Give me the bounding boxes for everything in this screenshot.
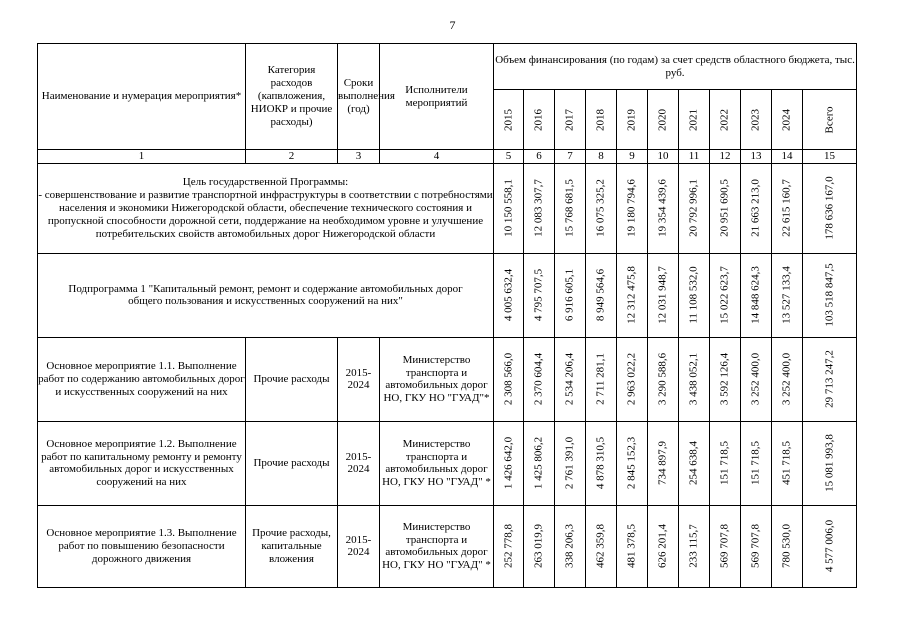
column-number: 14 — [772, 150, 803, 164]
column-number: 9 — [617, 150, 648, 164]
funding-value: 254 638,4 — [687, 441, 700, 486]
activity-period: 2015-2024 — [338, 505, 380, 587]
column-number: 1 — [38, 150, 246, 164]
funding-value: 22 615 160,7 — [780, 179, 793, 238]
funding-value: 19 354 439,6 — [656, 179, 669, 238]
year-header: 2022 — [718, 108, 731, 131]
funding-value: 2 963 022,2 — [625, 353, 638, 406]
goal-text: Цель государственной Программы: - совершенствование и развитие транспортной инфраструктуры в соответствии с потребностями населения и экономики Нижегородской области, обеспечение технического состояния и пропускной способности дорожной сети, поддержание на необходимом уровне и улучшение потребительских свойств автомобильных дорог Нижегородской области — [38, 163, 494, 253]
funding-value: 2 534 206,4 — [563, 353, 576, 406]
activity-executor: Министерство транспорта и автомобильных дорог НО, ГКУ НО "ГУАД"* — [380, 337, 494, 421]
column-number: 10 — [648, 150, 679, 164]
table-row — [38, 421, 857, 505]
budget-table — [37, 43, 857, 588]
year-header: 2016 — [532, 108, 545, 131]
year-header: 2023 — [749, 108, 762, 131]
funding-value: 16 075 325,2 — [594, 179, 607, 238]
table-row — [38, 505, 857, 587]
column-number: 8 — [586, 150, 617, 164]
total-value: 29 713 247,2 — [823, 350, 836, 409]
funding-value: 20 951 690,5 — [718, 179, 731, 238]
funding-value: 10 150 558,1 — [502, 179, 515, 238]
column-numbers-row — [38, 150, 857, 164]
header-executors: Исполнители мероприятий — [380, 44, 494, 150]
funding-value: 15 022 623,7 — [718, 266, 731, 325]
total-value: 4 577 006,0 — [823, 520, 836, 573]
column-number: 11 — [679, 150, 710, 164]
funding-value: 263 019,9 — [532, 524, 545, 569]
funding-value: 21 663 213,0 — [749, 179, 762, 238]
funding-value: 2 845 152,3 — [625, 437, 638, 490]
column-number: 12 — [710, 150, 741, 164]
funding-value: 19 180 794,6 — [625, 179, 638, 238]
funding-value: 151 718,5 — [718, 441, 731, 486]
funding-value: 3 290 588,6 — [656, 353, 669, 406]
funding-value: 14 848 624,3 — [749, 266, 762, 325]
funding-value: 4 795 707,5 — [532, 269, 545, 322]
activity-period: 2015-2024 — [338, 337, 380, 421]
column-number: 3 — [338, 150, 380, 164]
total-value: 178 636 167,0 — [823, 176, 836, 241]
funding-value: 338 206,3 — [563, 524, 576, 569]
column-number: 4 — [380, 150, 494, 164]
year-header: 2024 — [780, 108, 793, 131]
header-period: Сроки выполнения (год) — [338, 44, 380, 150]
funding-value: 569 707,8 — [749, 524, 762, 569]
header-name: Наименование и нумерация мероприятия* — [38, 44, 246, 150]
activity-name: Основное мероприятие 1.2. Выполнение работ по капитальному ремонту и ремонту автомобильных дорог и искусственных сооружений на них — [38, 421, 246, 505]
funding-value: 780 530,0 — [780, 524, 793, 569]
activity-category: Прочие расходы — [246, 421, 338, 505]
funding-value: 1 425 806,2 — [532, 437, 545, 490]
funding-value: 3 592 126,4 — [718, 353, 731, 406]
page-number: 7 — [449, 18, 456, 32]
year-header: 2019 — [625, 108, 638, 131]
funding-value: 734 897,9 — [656, 441, 669, 486]
total-value: 15 081 993,8 — [823, 434, 836, 493]
funding-value: 626 201,4 — [656, 524, 669, 569]
funding-value: 1 426 642,0 — [502, 437, 515, 490]
column-number: 5 — [494, 150, 524, 164]
table-row-subprogram — [38, 253, 857, 337]
year-header: 2015 — [502, 108, 515, 131]
year-header: 2020 — [656, 108, 669, 131]
funding-value: 2 308 566,0 — [502, 353, 515, 406]
column-number: 13 — [741, 150, 772, 164]
funding-value: 6 916 605,1 — [563, 269, 576, 322]
funding-value: 12 031 948,7 — [656, 266, 669, 325]
funding-value: 2 370 604,4 — [532, 353, 545, 406]
funding-value: 11 108 532,0 — [687, 266, 700, 325]
activity-category: Прочие расходы — [246, 337, 338, 421]
column-number: 15 — [803, 150, 857, 164]
activity-name: Основное мероприятие 1.3. Выполнение работ по повышению безопасности дорожного движения — [38, 505, 246, 587]
activity-period: 2015-2024 — [338, 421, 380, 505]
funding-value: 462 359,8 — [594, 524, 607, 569]
funding-value: 569 707,8 — [718, 524, 731, 569]
activity-executor: Министерство транспорта и автомобильных дорог НО, ГКУ НО "ГУАД" * — [380, 505, 494, 587]
funding-value: 12 083 307,7 — [532, 179, 545, 238]
funding-value: 20 792 996,1 — [687, 179, 700, 238]
column-number: 2 — [246, 150, 338, 164]
activity-category: Прочие расходы, капитальные вложения — [246, 505, 338, 587]
column-number: 7 — [555, 150, 586, 164]
funding-value: 3 252 400,0 — [780, 353, 793, 406]
table-row-goal — [38, 163, 857, 253]
funding-value: 2 761 391,0 — [563, 437, 576, 490]
funding-value: 3 438 052,1 — [687, 353, 700, 406]
funding-value: 252 778,8 — [502, 524, 515, 569]
funding-value: 4 878 310,5 — [594, 437, 607, 490]
header-funding: Объем финансирования (по годам) за счет средств областного бюджета, тыс. руб. — [494, 44, 857, 90]
header-category: Категория расходов (капвложения, НИОКР и прочие расходы) — [246, 44, 338, 150]
funding-value: 13 527 133,4 — [780, 266, 793, 325]
table-row — [38, 337, 857, 421]
funding-value: 15 768 681,5 — [563, 179, 576, 238]
funding-value: 451 718,5 — [780, 441, 793, 486]
column-number: 6 — [524, 150, 555, 164]
total-header: Всего — [823, 106, 836, 133]
funding-value: 151 718,5 — [749, 441, 762, 486]
total-value: 103 518 847,5 — [823, 263, 836, 328]
year-header: 2017 — [563, 108, 576, 131]
activity-executor: Министерство транспорта и автомобильных дорог НО, ГКУ НО "ГУАД" * — [380, 421, 494, 505]
activity-name: Основное мероприятие 1.1. Выполнение работ по содержанию автомобильных дорог и искусственных сооружений на них — [38, 337, 246, 421]
subprogram-title: Подпрограмма 1 "Капитальный ремонт, ремонт и содержание автомобильных дорог общего пользования и искусственных сооружений на них" — [38, 253, 494, 337]
funding-value: 233 115,7 — [687, 524, 700, 569]
header-row — [38, 44, 857, 90]
funding-value: 2 711 281,1 — [594, 353, 607, 406]
year-header: 2018 — [594, 108, 607, 131]
funding-value: 12 312 475,8 — [625, 266, 638, 325]
funding-value: 3 252 400,0 — [749, 353, 762, 406]
funding-value: 4 005 632,4 — [502, 269, 515, 322]
funding-value: 8 949 564,6 — [594, 269, 607, 322]
year-header: 2021 — [687, 108, 700, 131]
funding-value: 481 378,5 — [625, 524, 638, 569]
